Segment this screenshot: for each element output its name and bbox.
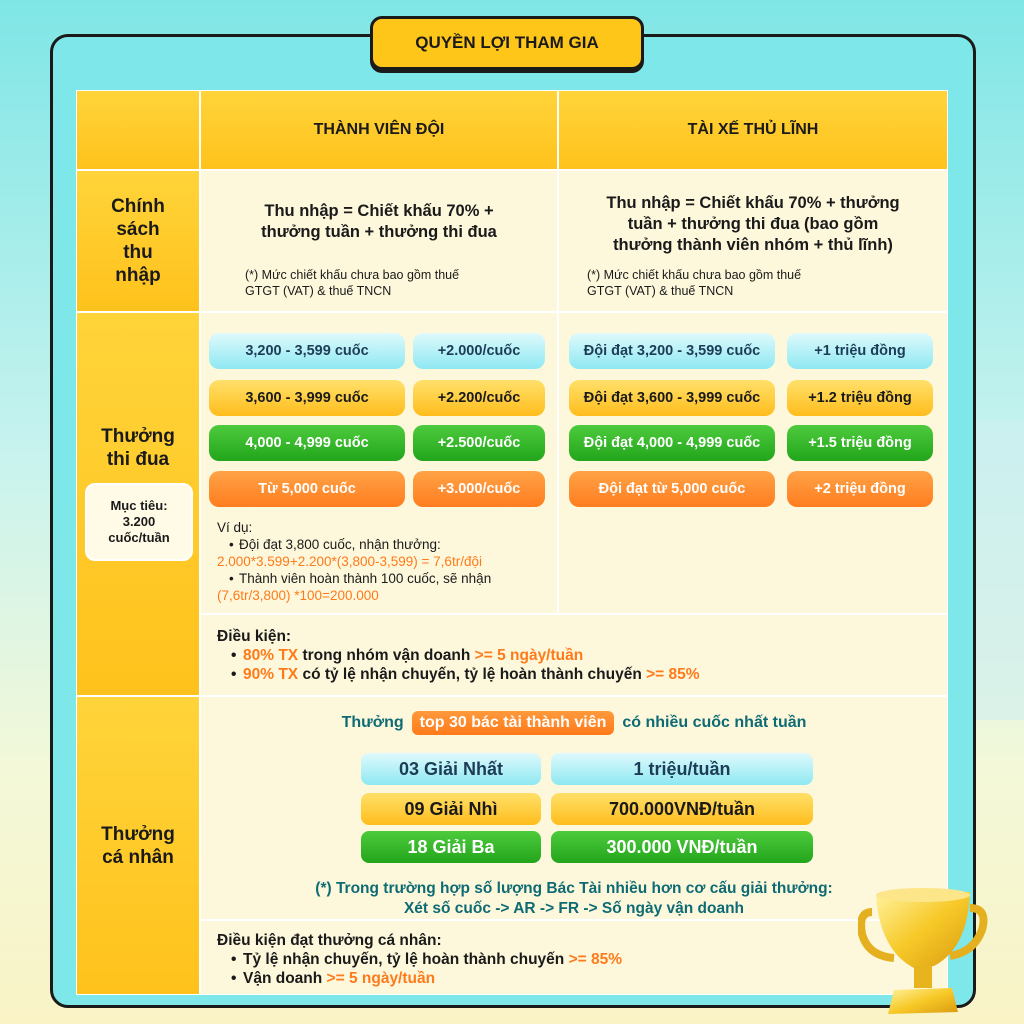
member-tier-bonus: +2.000/cuốc (413, 333, 545, 369)
label-line: Thưởng (101, 823, 175, 845)
label-line: thi đua (106, 449, 170, 470)
prize-name: 09 Giải Nhì (361, 793, 541, 825)
prize-value: 1 triệu/tuần (551, 753, 813, 785)
competition-leader-cell (558, 312, 948, 614)
leader-tier-range: Đội đạt 4,000 - 4,999 cuốc (569, 425, 775, 461)
label-line: Chính (111, 196, 165, 217)
condition-item (231, 950, 622, 969)
condition-item (231, 665, 700, 684)
example-calc: 2.000*3.599+2.200*(3,800-3,599) = 7,6tr/đội (217, 554, 482, 569)
member-tier-range: 4,000 - 4,999 cuốc (209, 425, 405, 461)
leader-tier-range: Đội đạt từ 5,000 cuốc (569, 471, 775, 507)
formula-line: tuần + thưởng thi đua (bao gồm (627, 215, 879, 233)
condition-highlight: 90% TX (243, 666, 299, 683)
note-line: (*) Mức chiết khấu chưa bao gồm thuế (587, 268, 802, 282)
income-policy-label (76, 170, 200, 312)
condition-heading: Điều kiện: (217, 628, 292, 645)
condition-text: có tỷ lệ nhận chuyến, tỷ lệ hoàn thành chuyến (298, 666, 647, 683)
personal-intro (201, 711, 947, 735)
target-box (85, 483, 193, 561)
income-leader-cell (558, 170, 948, 312)
example-item (229, 536, 491, 553)
personal-label (76, 696, 200, 995)
target-line: 3.200 (122, 514, 156, 529)
prize-name: 18 Giải Ba (361, 831, 541, 863)
condition-text: trong nhóm vận doanh (298, 647, 475, 664)
leader-tier-bonus: +1 triệu đồng (787, 333, 933, 369)
condition-highlight: 80% TX (243, 647, 299, 664)
example-calc: (7,6tr/3,800) *100=200.000 (217, 588, 379, 603)
prize-name: 03 Giải Nhất (361, 753, 541, 785)
formula-line: thưởng thành viên nhóm + thủ lĩnh) (613, 236, 893, 254)
competition-conditions (217, 627, 700, 684)
example-heading: Ví dụ: (217, 520, 253, 535)
leader-tier-range: Đội đạt 3,200 - 3,599 cuốc (569, 333, 775, 369)
note-line: GTGT (VAT) & thuế TNCN (245, 284, 392, 298)
personal-conditions (217, 931, 622, 988)
note-line: GTGT (VAT) & thuế TNCN (587, 284, 734, 298)
leader-tier-bonus: +2 triệu đồng (787, 471, 933, 507)
condition-item (231, 969, 622, 988)
condition-value: >= 85% (646, 666, 700, 683)
leader-tax-note (587, 267, 801, 299)
header-leader: TÀI XẾ THỦ LĨNH (558, 90, 948, 170)
example-item (229, 570, 491, 587)
intro-text: có nhiều cuốc nhất tuần (622, 714, 807, 731)
header-member: THÀNH VIÊN ĐỘI (200, 90, 558, 170)
condition-value: >= 5 ngày/tuần (474, 647, 584, 664)
member-tier-range: 3,600 - 3,999 cuốc (209, 380, 405, 416)
income-member-cell (200, 170, 558, 312)
intro-text: Thưởng (341, 714, 404, 731)
leader-tier-bonus: +1.2 triệu đồng (787, 380, 933, 416)
competition-label (76, 312, 200, 696)
condition-value: >= 5 ngày/tuần (326, 970, 436, 987)
member-tier-bonus: +2.500/cuốc (413, 425, 545, 461)
label-line: sách (116, 219, 160, 240)
condition-item (231, 646, 700, 665)
condition-text: Tỷ lệ nhận chuyến, tỷ lệ hoàn thành chuyến (243, 951, 569, 968)
condition-text: Vận doanh (243, 970, 327, 987)
footnote-line: (*) Trong trường hợp số lượng Bác Tài nhiều hơn cơ cấu giải thưởng: (315, 880, 833, 897)
example-text: Đội đạt 3,800 cuốc, nhận thưởng: (239, 537, 441, 552)
footnote-line: Xét số cuốc -> AR -> FR -> Số ngày vận doanh (403, 900, 745, 917)
competition-member-cell (200, 312, 558, 614)
formula-line: thưởng tuần + thưởng thi đua (261, 223, 497, 241)
member-tier-range: 3,200 - 3,599 cuốc (209, 333, 405, 369)
member-tier-bonus: +2.200/cuốc (413, 380, 545, 416)
label-line: nhập (115, 265, 161, 286)
member-tier-bonus: +3.000/cuốc (413, 471, 545, 507)
benefits-table (76, 90, 948, 995)
trophy-icon (858, 878, 988, 1018)
page-title: QUYỀN LỢI THAM GIA (370, 16, 644, 70)
note-line: (*) Mức chiết khấu chưa bao gồm thuế (245, 268, 460, 282)
label-line: Thưởng (101, 426, 175, 447)
formula-line: Thu nhập = Chiết khấu 70% + (264, 202, 494, 220)
personal-footnote (201, 879, 947, 919)
example-block (217, 519, 491, 604)
member-tax-note (245, 267, 459, 299)
prize-value: 300.000 VNĐ/tuần (551, 831, 813, 863)
personal-prize-cell (200, 696, 948, 920)
target-line: Mục tiêu: (110, 498, 168, 513)
condition-value: >= 85% (568, 951, 622, 968)
header-corner (76, 90, 200, 170)
competition-condition-cell (200, 614, 948, 696)
prize-value: 700.000VNĐ/tuần (551, 793, 813, 825)
member-tier-range: Từ 5,000 cuốc (209, 471, 405, 507)
intro-tag: top 30 bác tài thành viên (412, 711, 615, 735)
condition-heading: Điều kiện đạt thưởng cá nhân: (217, 932, 442, 949)
formula-line: Thu nhập = Chiết khấu 70% + thưởng (606, 194, 900, 212)
member-income-formula (201, 201, 557, 243)
leader-tier-bonus: +1.5 triệu đồng (787, 425, 933, 461)
example-text: Thành viên hoàn thành 100 cuốc, sẽ nhận (239, 571, 492, 586)
target-line: cuốc/tuần (108, 530, 170, 545)
personal-condition-cell (200, 920, 948, 995)
label-line: cá nhân (102, 846, 174, 868)
label-line: thu (123, 242, 153, 263)
leader-tier-range: Đội đạt 3,600 - 3,999 cuốc (569, 380, 775, 416)
leader-income-formula (559, 193, 947, 256)
